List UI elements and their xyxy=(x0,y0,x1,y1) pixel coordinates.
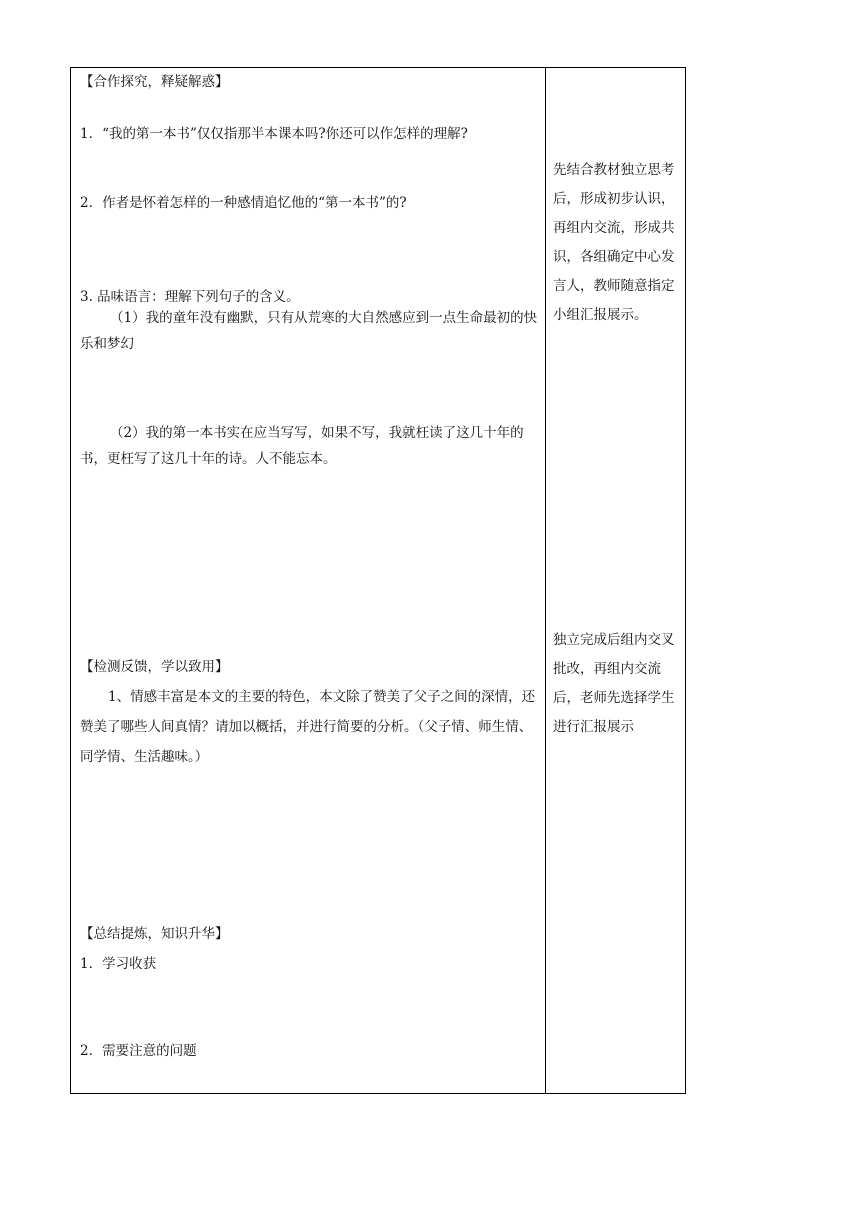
section-heading-feedback: 【检测反馈，学以致用】 xyxy=(80,659,229,675)
explore-question-2: 2．作者是怀着怎样的一种感情追忆他的“第一本书”的? xyxy=(80,195,407,211)
summary-item-2: 2．需要注意的问题 xyxy=(80,1043,197,1059)
explore-question-1: 1．“我的第一本书”仅仅指那半本课本吗?你还可以作怎样的理解? xyxy=(80,126,468,142)
side-note-2: 独立完成后组内交叉批改，再组内交流后，老师先选择学生进行汇报展示 xyxy=(553,632,675,735)
feedback-question-1: 1、情感丰富是本文的主要的特色，本文除了赞美了父子之间的深情，还赞美了哪些人间真情？请加以概括，并进行简要的分析。（父子情、师生情、同学情、生活趣味。） xyxy=(80,689,536,765)
explore-sentence-1: （1）我的童年没有幽默，只有从荒寒的大自然感应到一点生命最初的快乐和梦幻 xyxy=(80,310,538,352)
section-heading-explore: 【合作探究，释疑解惑】 xyxy=(80,74,229,90)
summary-item-1: 1．学习收获 xyxy=(80,956,157,972)
explore-sentence-2: （2）我的第一本书实在应当写写，如果不写，我就枉读了这几十年的书，更枉写了这几十年的诗。人不能忘本。 xyxy=(80,425,524,467)
explore-question-3: 3. 品味语言：理解下列句子的含义。 xyxy=(80,289,300,305)
section-heading-summary: 【总结提炼，知识升华】 xyxy=(80,926,229,942)
column-divider xyxy=(545,67,546,1094)
side-note-1: 先结合教材独立思考后，形成初步认识，再组内交流，形成共识，各组确定中心发言人，教师随意指定小组汇报展示。 xyxy=(553,162,675,323)
